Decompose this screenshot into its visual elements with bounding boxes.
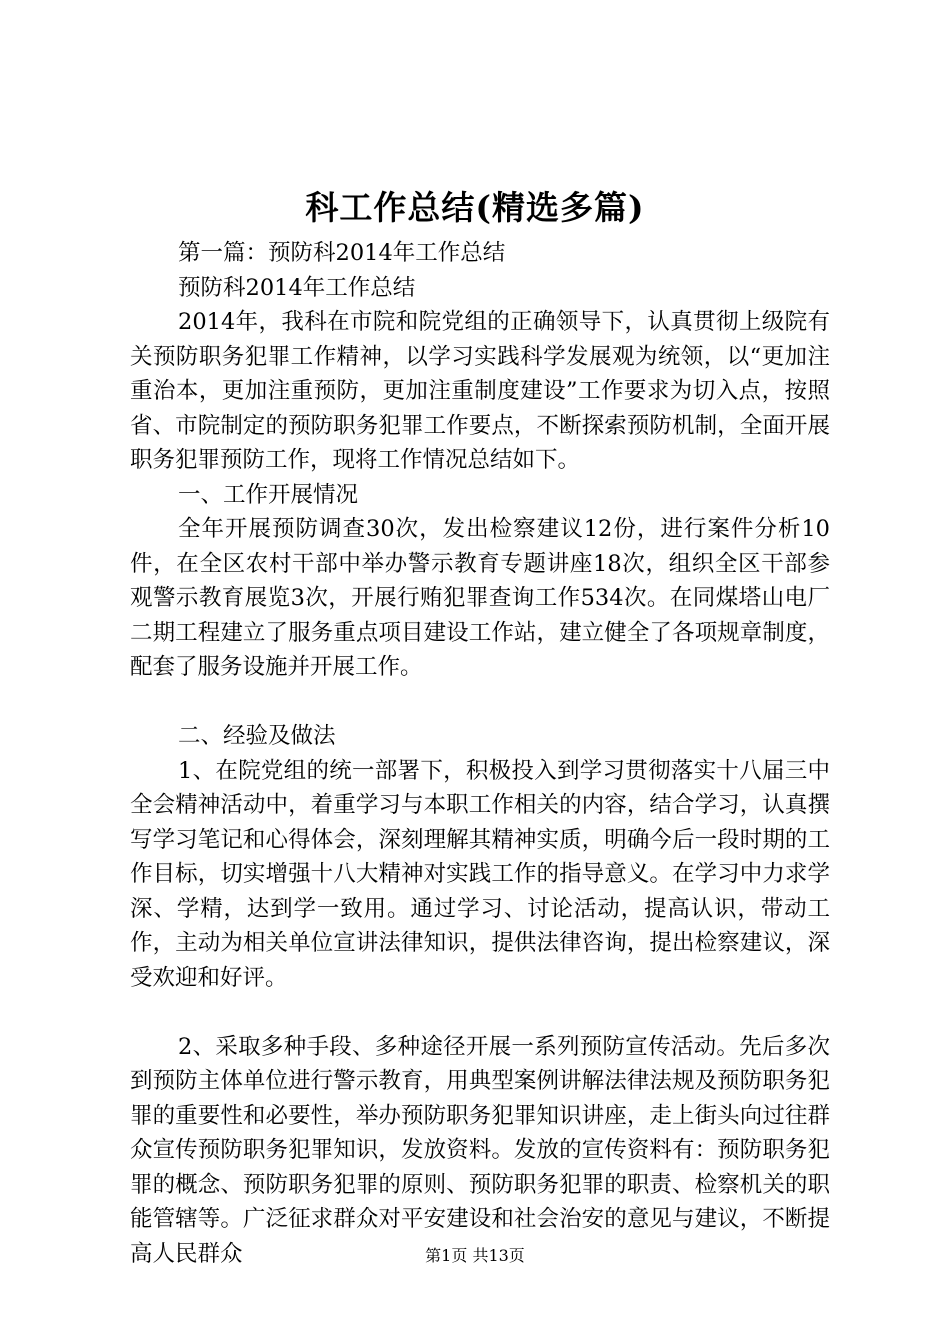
paragraph-subtitle: 预防科2014年工作总结: [178, 274, 416, 301]
document-body: [130, 236, 830, 1271]
page-footer: 第1页 共13页: [425, 1246, 525, 1265]
section-heading-experience: 二、经验及做法: [178, 723, 336, 749]
paragraph-experience-2: 2、采取多种手段、多种途径开展一系列预防宣传活动。先后多次到预防主体单位进行警示教育，用典型案例讲解法律法规及预防职务犯罪的重要性和必要性，举办预防职务犯罪知识讲座，走上街头向过往群众宣传预防职务犯罪知识，发放资料。发放的宣传资料有：预防职务犯罪的概念、预防职务犯罪的原则、预防职务犯罪的职责、检察机关的职能管辖等。广泛征求群众对平安建设和社会治安的意见与建议，不断提高人民群众: [130, 1033, 830, 1267]
paragraph-part-heading: 第一篇：预防科2014年工作总结: [178, 240, 506, 266]
paragraph-intro: 2014年，我科在市院和院党组的正确领导下，认真贯彻上级院有关预防职务犯罪工作精神，以学习实践科学发展观为统领，以“更加注重治本，更加注重预防，更加注重制度建设”工作要求为切入点，按照省、市院制定的预防职务犯罪工作要点，不断探索预防机制，全面开展职务犯罪预防工作，现将工作情况总结如下。: [130, 309, 830, 473]
paragraph-experience-1: 1、在院党组的统一部署下，积极投入到学习贯彻落实十八届三中全会精神活动中，着重学习与本职工作相关的内容，结合学习，认真撰写学习笔记和心得体会，深刻理解其精神实质，明确今后一段时期的工作目标，切实增强十八大精神对实践工作的指导意义。在学习中力求学深、学精，达到学一致用。通过学习、讨论活动，提高认识，带动工作，主动为相关单位宣讲法律知识，提供法律咨询，提出检察建议，深受欢迎和好评。: [130, 757, 830, 991]
paragraph-work-summary: 全年开展预防调查30次，发出检察建议12份，进行案件分析10件，在全区农村干部中举办警示教育专题讲座18次，组织全区干部参观警示教育展览3次，开展行贿犯罪查询工作534次。在同煤塔山电厂二期工程建立了服务重点项目建设工作站，建立健全了各项规章制度，配套了服务设施并开展工作。: [130, 516, 830, 680]
section-heading-work: 一、工作开展情况: [178, 481, 359, 508]
document-title: 科工作总结(精选多篇): [305, 188, 645, 227]
